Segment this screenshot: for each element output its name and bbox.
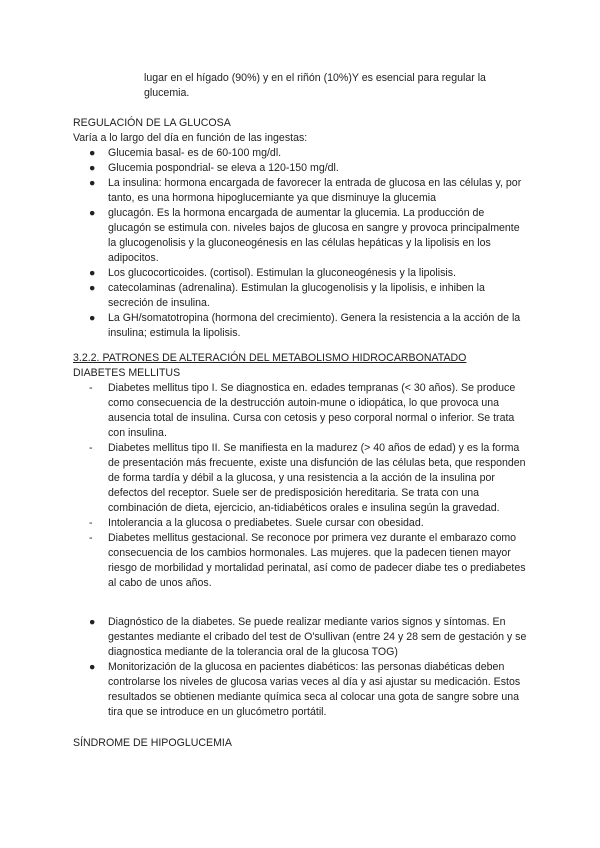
heading-patrones-alteracion: 3.2.2. PATRONES DE ALTERACIÓN DEL METABOLISMO HIDROCARBONATADO: [73, 352, 467, 364]
list-item: [89, 615, 528, 660]
list-item-text: Diabetes mellitus tipo I. Se diagnostica en. edades tempranas (< 30 años). Se produce como consecuencia de la destrucción autoin-mune o idiopática, lo que provoca una ausencia total de insulina. Cursa con cetosis y peso corporal normal o inferior. Se trata con insulina.: [108, 382, 516, 439]
list-item-text: Intolerancia a la glucosa o prediabetes. Suele cursar con obesidad.: [108, 517, 424, 529]
list-item: [89, 441, 528, 516]
heading-sindrome-hipoglucemia: SÍNDROME DE HIPOGLUCEMIA: [73, 737, 232, 749]
list-item: [89, 516, 528, 531]
list-item-text: La GH/somatotropina (hormona del crecimiento). Genera la resistencia a la acción de la insulina; estimula la lipolisis.: [108, 312, 521, 339]
list-item: [89, 660, 528, 720]
list-item: [89, 206, 528, 266]
list-item: [89, 176, 528, 206]
heading-regulacion-glucosa: REGULACIÓN DE LA GLUCOSA: [73, 117, 231, 129]
bullet-marker: ●: [89, 616, 96, 628]
list-item: [89, 146, 528, 161]
list-item-text: catecolaminas (adrenalina). Estimulan la glucogenolisis y la lipolisis, e inhiben la secreción de insulina.: [108, 282, 485, 309]
list-item: [89, 381, 528, 441]
dash-marker: -: [89, 532, 93, 544]
bullet-marker: ●: [89, 312, 96, 324]
bullet-marker: ●: [89, 207, 96, 219]
list-item-text: Monitorización de la glucosa en pacientes diabéticos: las personas diabéticas deben controlarse los niveles de glucosa varias veces al día y asi ajustar su medicación. Estos resultados se obtienen mediante química seca al colocar una gota de sangre sobre una tira que se introduce en un glucómetro portátil.: [108, 661, 521, 718]
dash-marker: -: [89, 517, 93, 529]
list-item-text: La insulina: hormona encargada de favorecer la entrada de glucosa en las células y, por tanto, es una hormona hipoglucemiante ya que disminuye la glucemia: [108, 177, 522, 204]
dash-marker: -: [89, 382, 93, 394]
bullet-marker: ●: [89, 147, 96, 159]
list-item: [89, 531, 528, 591]
regulacion-intro: Varía a lo largo del día en función de las ingestas:: [73, 132, 308, 144]
list-item-text: Diabetes mellitus gestacional. Se reconoce por primera vez durante el embarazo como consecuencia de los cambios hormonales. Las mujeres. que la padecen tienen mayor riesgo de morbilidad y mortalidad perinatal, así como de padecer diabe tes o prediabetes al cabo de unos años.: [108, 532, 526, 589]
subheading-diabetes-mellitus: DIABETES MELLITUS: [73, 367, 181, 379]
bullet-marker: ●: [89, 177, 96, 189]
list-item-text: Diagnóstico de la diabetes. Se puede realizar mediante varios signos y síntomas. En gestantes mediante el cribado del test de O'sullivan (entre 24 y 28 sem de gestación y se diagnostica mediante de la tolerancia oral de la glucosa TOG): [108, 616, 527, 658]
regulacion-bullet-list: [89, 146, 528, 341]
diagnosis-bullet-list: [89, 615, 528, 720]
list-item-text: Glucemia pospondrial- se eleva a 120-150 mg/dl.: [108, 162, 339, 174]
continuation-text: lugar en el hígado (90%) y en el riñón (10%)Y es esencial para regular la glucemia.: [144, 72, 486, 99]
list-item: [89, 266, 528, 281]
bullet-marker: ●: [89, 162, 96, 174]
bullet-marker: ●: [89, 267, 96, 279]
list-item: [89, 311, 528, 341]
list-item-text: glucagón. Es la hormona encargada de aumentar la glucemia. La producción de glucagón se estimula con. niveles bajos de glucosa en sangre y provoca principalmente la glucogenolisis y la gluconeogénesis en las células hepáticas y la lipolisis en los adipocitos.: [108, 207, 520, 264]
list-item-text: Glucemia basal- es de 60-100 mg/dl.: [108, 147, 282, 159]
bullet-marker: ●: [89, 661, 96, 673]
list-item-text: Los glucocorticoides. (cortisol). Estimulan la gluconeogénesis y la lipolisis.: [108, 267, 456, 279]
list-item-text: Diabetes mellitus tipo II. Se manifiesta en la madurez (> 40 años de edad) y es la forma de presentación más frecuente, existe una disfunción de las células beta, que responden de forma tardía y débil a la glucosa, y una resistencia a la acción de la insulina por defectos del receptor. Suele ser de predisposición hereditaria. Se trata con una combinación de dieta, ejercicio, an-tidiabéticos orales e insulina según la gravedad.: [108, 442, 526, 514]
diabetes-types-list: [89, 381, 528, 591]
dash-marker: -: [89, 442, 93, 454]
list-item: [89, 281, 528, 311]
bullet-marker: ●: [89, 282, 96, 294]
list-item: [89, 161, 528, 176]
